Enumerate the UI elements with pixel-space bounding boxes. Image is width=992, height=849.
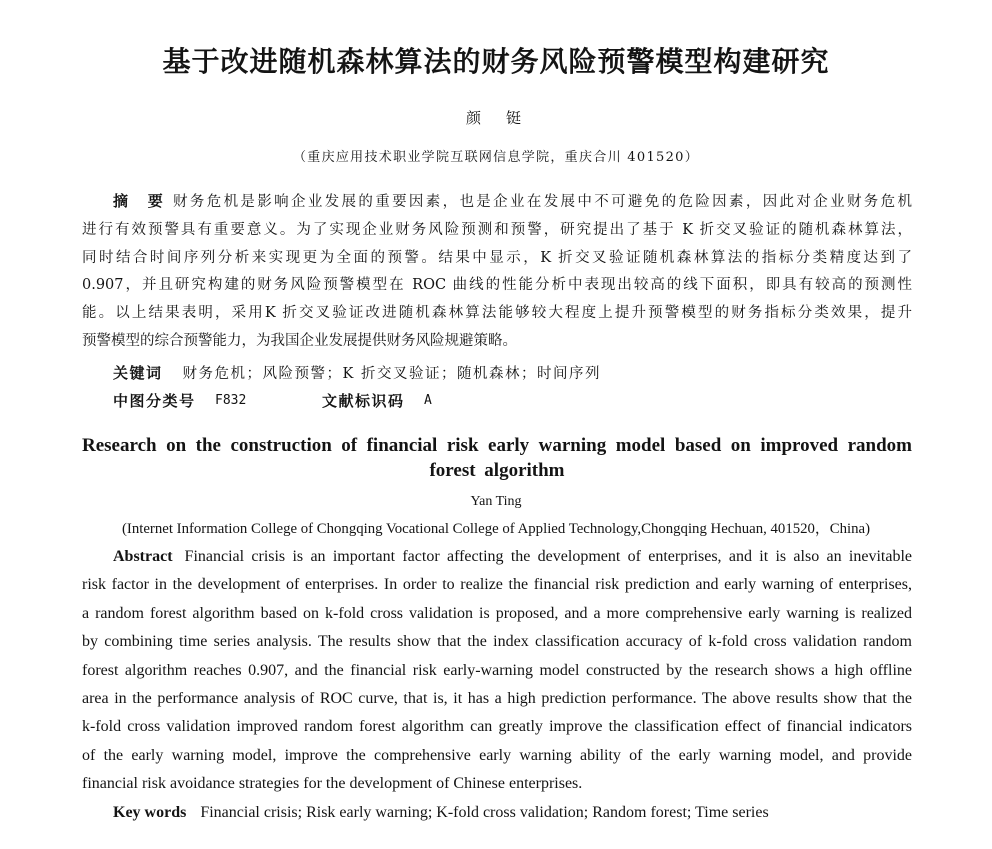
abstract-en-line: a random forest algorithm based on k-fold cross validation is proposed, and a more comprehensive early warning is realized bbox=[82, 604, 912, 622]
abstract-en-line bbox=[82, 543, 912, 571]
abstract-en-line: by combining time series analysis. The results show that the index classification accuracy of k-fold cross validation random bbox=[82, 633, 912, 651]
author-affiliation: （重庆应用技术职业学院互联网信息学院，重庆合川 401520） bbox=[292, 150, 700, 165]
abstract-en-label: Abstract bbox=[113, 548, 173, 565]
clc-value: F832 bbox=[215, 393, 247, 408]
keywords-en-label: Key words bbox=[113, 804, 187, 821]
abstract-en-line: of the early warning model, improve the comprehensive early warning ability of the early warning model, and provide bbox=[82, 746, 912, 764]
abstract-en bbox=[82, 543, 912, 799]
clc-label: 中图分类号 bbox=[113, 392, 196, 410]
abstract-cn-line: 0.907，并且研究构建的财务风险预警模型在 ROC 曲线的性能分析中表现出较高的线下面积，即具有较高的预测性 bbox=[82, 277, 912, 294]
keywords-en-text: Financial crisis; Risk early warning; K-fold cross validation; Random forest; Time series bbox=[200, 804, 769, 821]
abstract-en-text: Financial crisis is an important factor affecting the development of enterprises, and it is also an inevitable bbox=[184, 548, 912, 565]
abstract-en-line: risk factor in the development of enterprises. In order to realize the financial risk prediction and early warning of enterprises, bbox=[82, 576, 912, 594]
keywords-en bbox=[113, 799, 913, 827]
english-title bbox=[82, 433, 912, 483]
abstract-cn-line: 同时结合时间序列分析来实现更为全面的预警。结果中显示，K 折交叉验证随机森林算法的指标分类精度达到了 bbox=[82, 249, 912, 266]
doc-code-value: A bbox=[424, 393, 432, 408]
abstract-cn bbox=[82, 188, 912, 356]
classification-line bbox=[113, 387, 513, 415]
english-title-line: forest algorithm bbox=[429, 460, 565, 481]
abstract-en-line: area in the performance analysis of ROC curve, that is, it has a high prediction performance. The above results show that the bbox=[82, 690, 912, 708]
abstract-cn-line: 进行有效预警具有重要意义。为了实现企业财务风险预测和预警，研究提出了基于 K 折交叉验证的随机森林算法， bbox=[82, 221, 912, 238]
abstract-en-line: financial risk avoidance strategies for the development of Chinese enterprises. bbox=[82, 775, 583, 793]
paper-title: 基于改进随机森林算法的财务风险预警模型构建研究 bbox=[162, 45, 830, 78]
abstract-cn-line: 预警模型的综合预警能力，为我国企业发展提供财务风险规避策略。 bbox=[82, 332, 517, 349]
abstract-cn-line bbox=[82, 188, 912, 217]
abstract-en-line: k-fold cross validation improved random forest algorithm can greatly improve the classification effect of financial indicators bbox=[82, 718, 912, 736]
english-title-line: Research on the construction of financial risk early warning model based on improved random bbox=[82, 435, 912, 456]
doc-code-label: 文献标识码 bbox=[322, 392, 405, 410]
keywords-cn bbox=[113, 359, 813, 388]
abstract-en-line: forest algorithm reaches 0.907, and the financial risk early-warning model constructed by the research shows a high offline bbox=[82, 661, 912, 679]
abstract-cn-label: 摘 要 bbox=[113, 192, 166, 210]
keywords-cn-label: 关键词 bbox=[113, 364, 163, 382]
english-affiliation: (Internet Information College of Chongqing Vocational College of Applied Technology,Chongqing Hechuan, 401520，China) bbox=[122, 521, 870, 537]
english-author: Yan Ting bbox=[470, 494, 522, 509]
keywords-cn-text: 财务危机；风险预警；K 折交叉验证；随机森林；时间序列 bbox=[182, 366, 601, 382]
abstract-cn-text: 财务危机是影响企业发展的重要因素，也是企业在发展中不可避免的危险因素，因此对企业财务危机 bbox=[173, 194, 912, 210]
author-name: 颜 铤 bbox=[465, 109, 526, 127]
abstract-cn-line: 能。以上结果表明，采用K 折交叉验证改进随机森林算法能够较大程度上提升预警模型的财务指标分类效果，提升 bbox=[82, 305, 912, 322]
